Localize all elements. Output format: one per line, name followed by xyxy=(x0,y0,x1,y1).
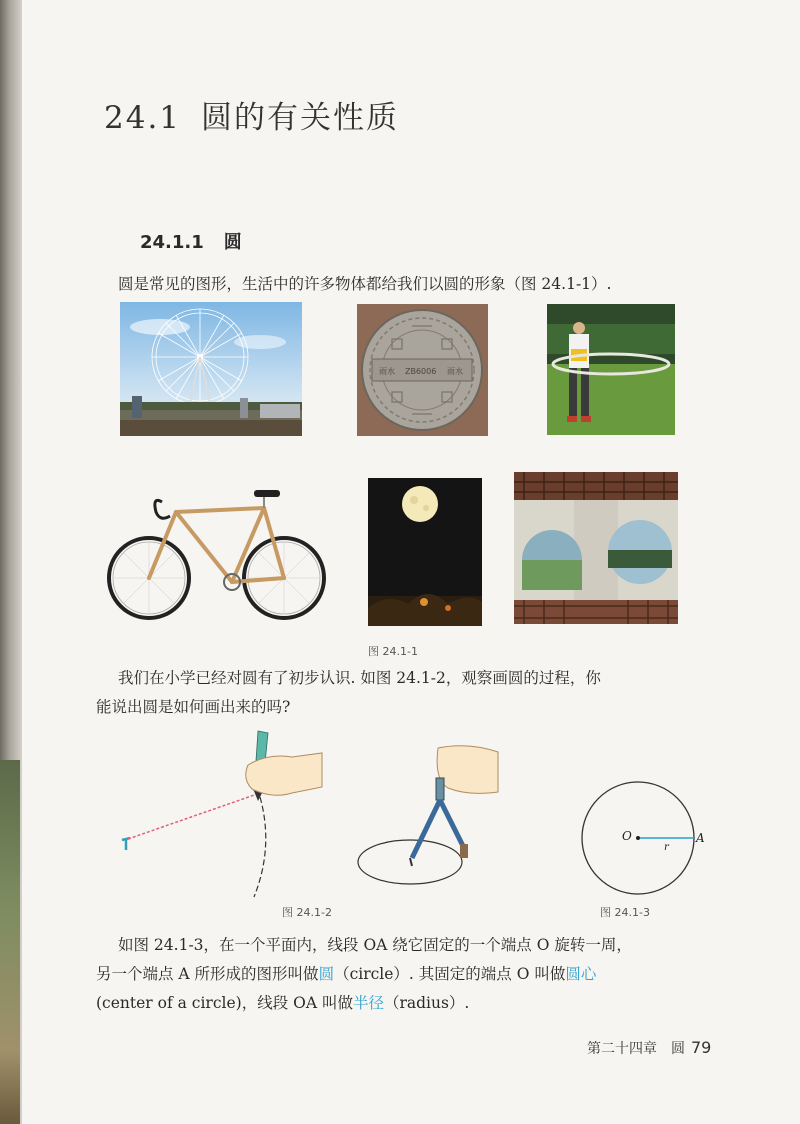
term-radius: 半径 xyxy=(352,994,384,1012)
page-footer xyxy=(587,1038,711,1058)
term-circle: 圆 xyxy=(318,965,335,983)
full-moon-photo xyxy=(368,478,482,626)
section-number: 24.1 xyxy=(104,100,182,136)
section-title xyxy=(104,92,399,137)
definition-line-2 xyxy=(96,960,596,989)
definition-line-3-start: (center of a circle)，线段 OA 叫做 xyxy=(96,994,353,1012)
hula-hoop-photo xyxy=(547,304,675,435)
page-number: 79 xyxy=(691,1038,712,1057)
center-label-o: O xyxy=(622,829,632,843)
definition-line-3-end: （radius）. xyxy=(383,994,470,1012)
moon-gate-photo xyxy=(514,472,678,624)
figure-1-caption: 图 24.1-1 xyxy=(368,645,418,658)
intro-paragraph: 圆是常见的图形，生活中的许多物体都给我们以圆的形象（图 24.1-1）. xyxy=(118,275,612,293)
subsection-title-text: 圆 xyxy=(223,232,242,253)
subsection-heading xyxy=(140,228,242,254)
point-label-a: A xyxy=(696,831,705,845)
circle-definition-diagram xyxy=(572,776,712,896)
bicycle-photo xyxy=(104,482,330,622)
manhole-text-middle: ZB6006 xyxy=(405,367,437,376)
pencil-string-drawing-illustration xyxy=(108,725,338,900)
question-line-2: 能说出圆是如何画出来的吗? xyxy=(96,698,291,716)
compass-drawing-illustration xyxy=(352,738,512,888)
textbook-page xyxy=(22,0,800,1124)
definition-line-3 xyxy=(96,989,469,1018)
figure-3-caption: 图 24.1-3 xyxy=(600,906,650,919)
figure-2-caption: 图 24.1-2 xyxy=(282,906,332,919)
term-center: 圆心 xyxy=(565,965,597,983)
question-line-1: 我们在小学已经对圆有了初步认识. 如图 24.1-2，观察画圆的过程，你 xyxy=(118,669,601,687)
manhole-text-right: 雨水 xyxy=(447,367,463,376)
chapter-label: 第二十四章 圆 xyxy=(587,1041,685,1057)
manhole-text-left: 雨水 xyxy=(379,367,395,376)
definition-line-2-middle: （circle）. 其固定的端点 O 叫做 xyxy=(334,965,566,983)
radius-label-r: r xyxy=(664,842,669,853)
definition-line-1: 如图 24.1-3，在一个平面内，线段 OA 绕它固定的一个端点 O 旋转一周， xyxy=(118,936,632,954)
section-title-text: 圆的有关性质 xyxy=(201,100,400,136)
definition-line-2-start: 另一个端点 A 所形成的图形叫做 xyxy=(96,965,319,983)
subsection-number: 24.1.1 xyxy=(140,232,204,253)
adjacent-page-edge xyxy=(0,760,20,1124)
ferris-wheel-photo xyxy=(120,302,302,436)
manhole-cover-photo xyxy=(357,304,488,436)
